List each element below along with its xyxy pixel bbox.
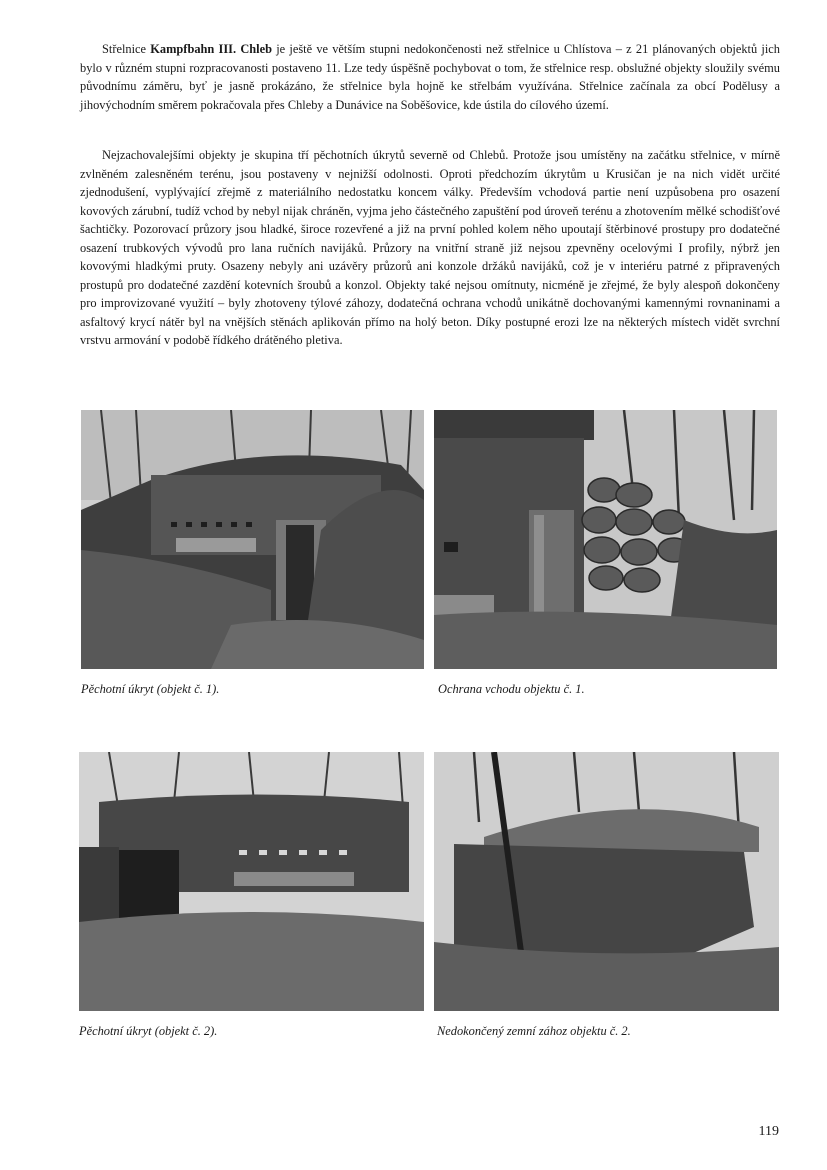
shooting-range-name: Kampfbahn III. Chleb (150, 42, 272, 56)
photo-shelter-object-1 (81, 410, 424, 669)
photo-shelter-object-2 (79, 752, 424, 1011)
caption-photo-2: Ochrana vchodu objektu č. 1. (438, 682, 585, 696)
caption-photo-3: Pěchotní úkryt (objekt č. 2). (79, 1024, 218, 1038)
paragraph-shelters: Nejzachovalejšími objekty je skupina tří pěchotních úkrytů severně od Chlebů. Protože jsou umístěny na začátku střelnice, v mírně zvlněném zalesněném terénu, jsou postaveny v nejnižší odolnosti. Oproti předchozím úkrytům u Krusičan je na nich vidět určité zjednodušení, vyplývající zřejmě z materiálního nedostatku koncem války. Především vchodová partie není uzpůsobena pro osazení kovových zárubní, tudíž vchod by nebyl nijak chráněn, vyjma jeho částečného zapuštění pod úroveň terénu a zhotovením mělké schodišťové šachtičky. Pozorovací průzory jsou hladké, široce rozevřené a již na první pohled kolem něho upoutají štěrbinové prostupy pro dodatečné osazení trubkových vývodů pro lana ručních navijáků. Průzory na vnitřní straně již nejsou zpevněny ocelovými I profily, nýbrž jen kovovými hladkými pruty. Osazeny nebyly ani uzávěry průzorů ani konzole držáků navijáků, což je v interiéru patrné z připravených prostupů pro dodatečné zazdění kotevních šroubů a konzol. Objekty také nejsou omítnuty, nicméně je zřejmé, že byly alespoň dokončeny pro improvizované využití – byly zhotoveny týlové záhozy, dodatečná ochrana vchodů unikátně dochovanými kamennými rovnaninami a asfaltový krycí nátěr byl na vnějších stěnách aplikován přímo na holý beton. Díky postupné erozi lze na některých místech vidět svrchní vrstvu armování v podobě řídkého drátěného pletiva. (80, 148, 780, 347)
photo-entrance-protection-object-1 (434, 410, 777, 669)
page-number: 119 (758, 1124, 779, 1139)
caption-photo-1: Pěchotní úkryt (objekt č. 1). (81, 682, 220, 696)
paragraph-intro-lead: Střelnice (102, 42, 151, 56)
photo-earth-cover-object-2 (434, 752, 779, 1011)
paragraph-intro (80, 40, 780, 114)
caption-photo-4: Nedokončený zemní zához objektu č. 2. (437, 1024, 631, 1038)
paragraph-intro-rest: je ještě ve větším stupni nedokončenosti než střelnice u Chlístova – z 21 plánovaných objektů jich bylo v různém stupni rozpracovanosti postaveno 11. Lze tedy úspěšně pochybovat o tom, že střelnice resp. obslužné objekty sloužily svému původnímu záměru, byť je jasně prokázáno, že střelnice byla hojně ke střelbám využívána. Střelnice začínala za obcí Podělusy a jihovýchodním směrem pokračovala přes Chleby a Dunávice na Soběšovice, kde ústila do cílového území. (80, 42, 780, 112)
